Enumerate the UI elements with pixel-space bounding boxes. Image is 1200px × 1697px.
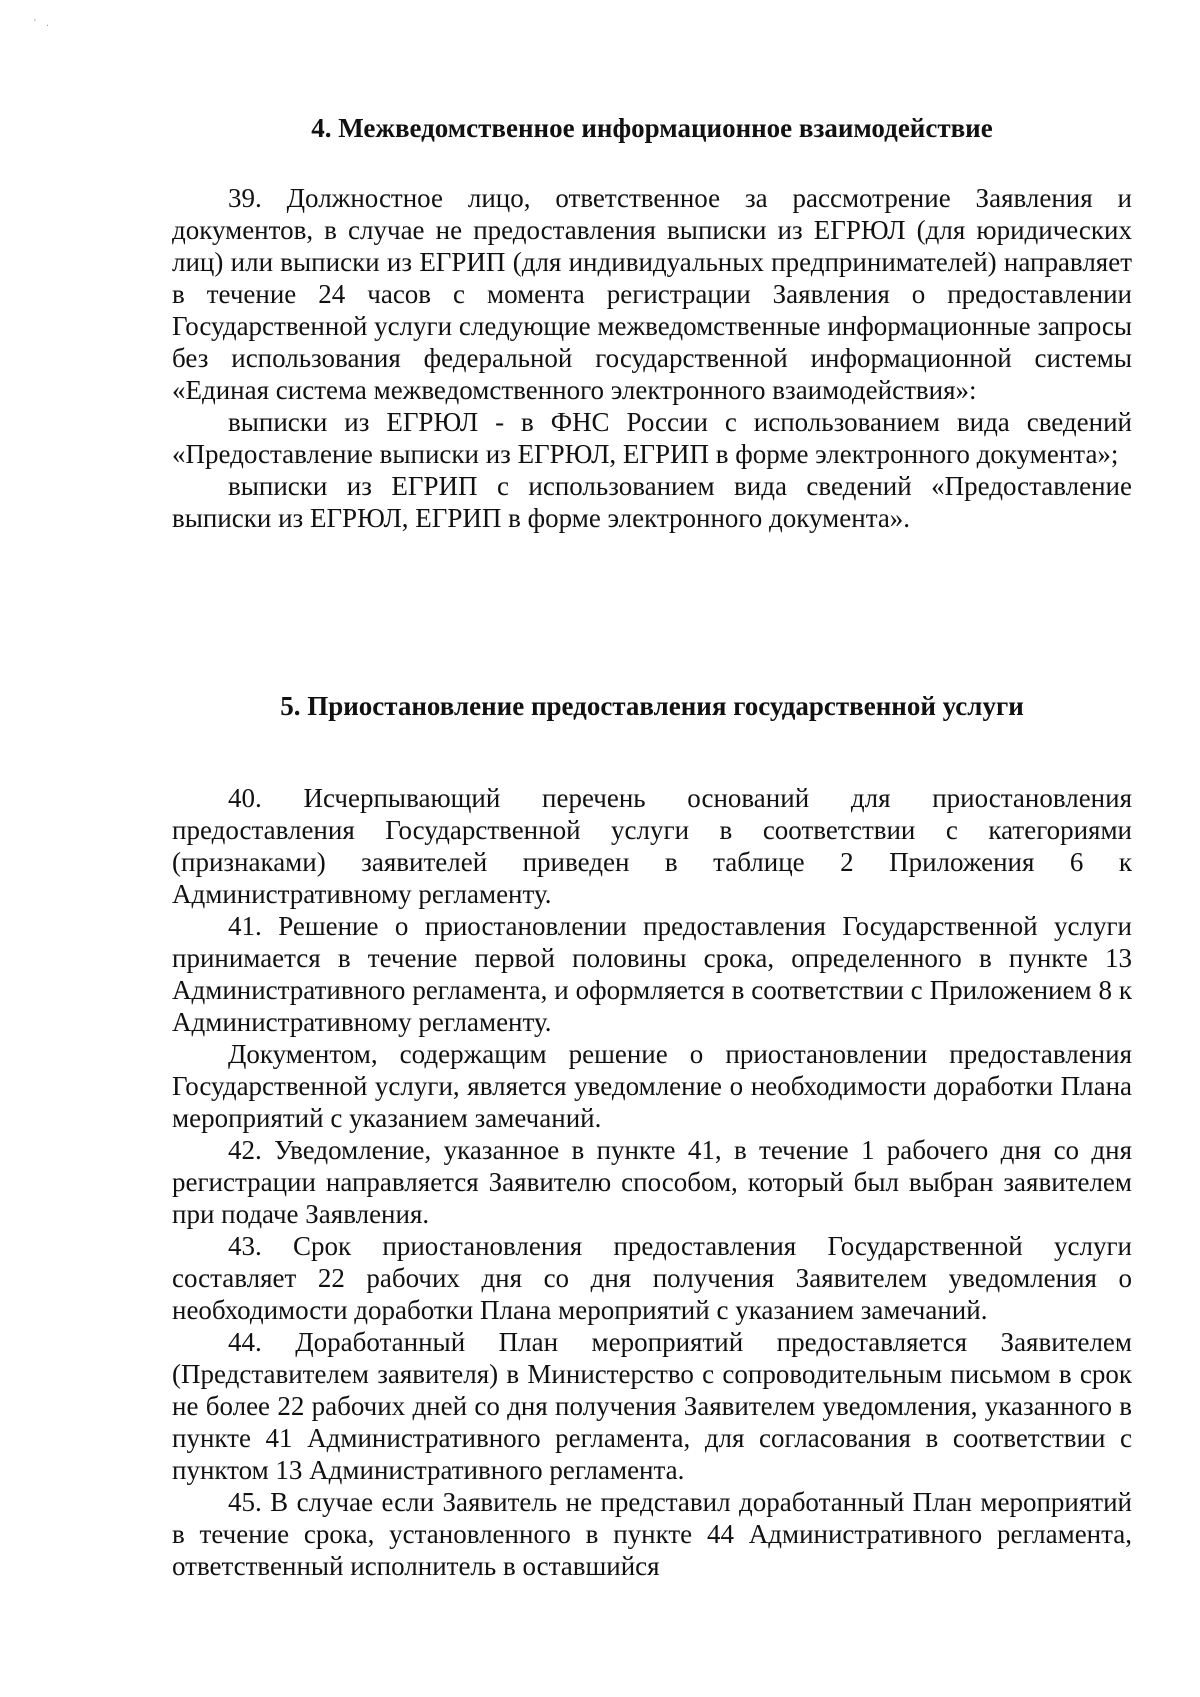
paragraph-44: 44. Доработанный План мероприятий предоставляется Заявителем (Представителем заявителя) в Министерство с сопроводительным письмом в срок не более 22 рабочих дней со дня получения Заявителем уведомления, указанного в пункте 41 Административного регламента, для согласования в соответствии с пунктом 13 Административного регламента. <box>172 1327 1132 1486</box>
section-suspension <box>172 690 1132 1582</box>
paragraph-egrul-extract: выписки из ЕГРЮЛ - в ФНС России с использованием вида сведений «Предоставление выписки из ЕГРЮЛ, ЕГРИП в форме электронного документа»; <box>172 407 1132 470</box>
paragraph-egrip-extract: выписки из ЕГРИП с использованием вида сведений «Предоставление выписки из ЕГРЮЛ, ЕГРИП в форме электронного документа». <box>172 471 1132 534</box>
paragraph-41: 41. Решение о приостановлении предоставления Государственной услуги принимается в течение первой половины срока, определенного в пункте 13 Административного регламента, и оформляется в соответствии с Приложением 8 к Административному регламенту. <box>172 911 1132 1038</box>
paragraph-42: 42. Уведомление, указанное в пункте 41, в течение 1 рабочего дня со дня регистрации направляется Заявителю способом, который был выбран заявителем при подаче Заявления. <box>172 1135 1132 1230</box>
section-interagency-interaction <box>172 112 1132 534</box>
paragraph-41-document: Документом, содержащим решение о приостановлении предоставления Государственной услуги, является уведомление о необходимости доработки Плана мероприятий с указанием замечаний. <box>172 1039 1132 1134</box>
section-heading: 5. Приостановление предоставления государственной услуги <box>280 691 1024 721</box>
paragraph-40: 40. Исчерпывающий перечень оснований для приостановления предоставления Государственной услуги в соответствии с категориями (признаками) заявителей приведен в таблице 2 Приложения 6 к Административному регламенту. <box>172 783 1132 910</box>
scan-mark: ' . <box>34 18 53 29</box>
paragraph-43: 43. Срок приостановления предоставления Государственной услуги составляет 22 рабочих дня со дня получения Заявителем уведомления о необходимости доработки Плана мероприятий с указанием замечаний. <box>172 1231 1132 1326</box>
paragraph-39: 39. Должностное лицо, ответственное за рассмотрение Заявления и документов, в случае не предоставления выписки из ЕГРЮЛ (для юридических лиц) или выписки из ЕГРИП (для индивидуальных предпринимателей) направляет в течение 24 часов с момента регистрации Заявления о предоставлении Государственной услуги следующие межведомственные информационные запросы без использования федеральной государственной информационной системы «Единая система межведомственного электронного взаимодействия»: <box>172 183 1132 406</box>
section-heading: 4. Межведомственное информационное взаимодействие <box>311 113 993 143</box>
paragraph-45: 45. В случае если Заявитель не представил доработанный План мероприятий в течение срока, установленного в пункте 44 Административного регламента, ответственный исполнитель в оставшийся <box>172 1487 1132 1582</box>
